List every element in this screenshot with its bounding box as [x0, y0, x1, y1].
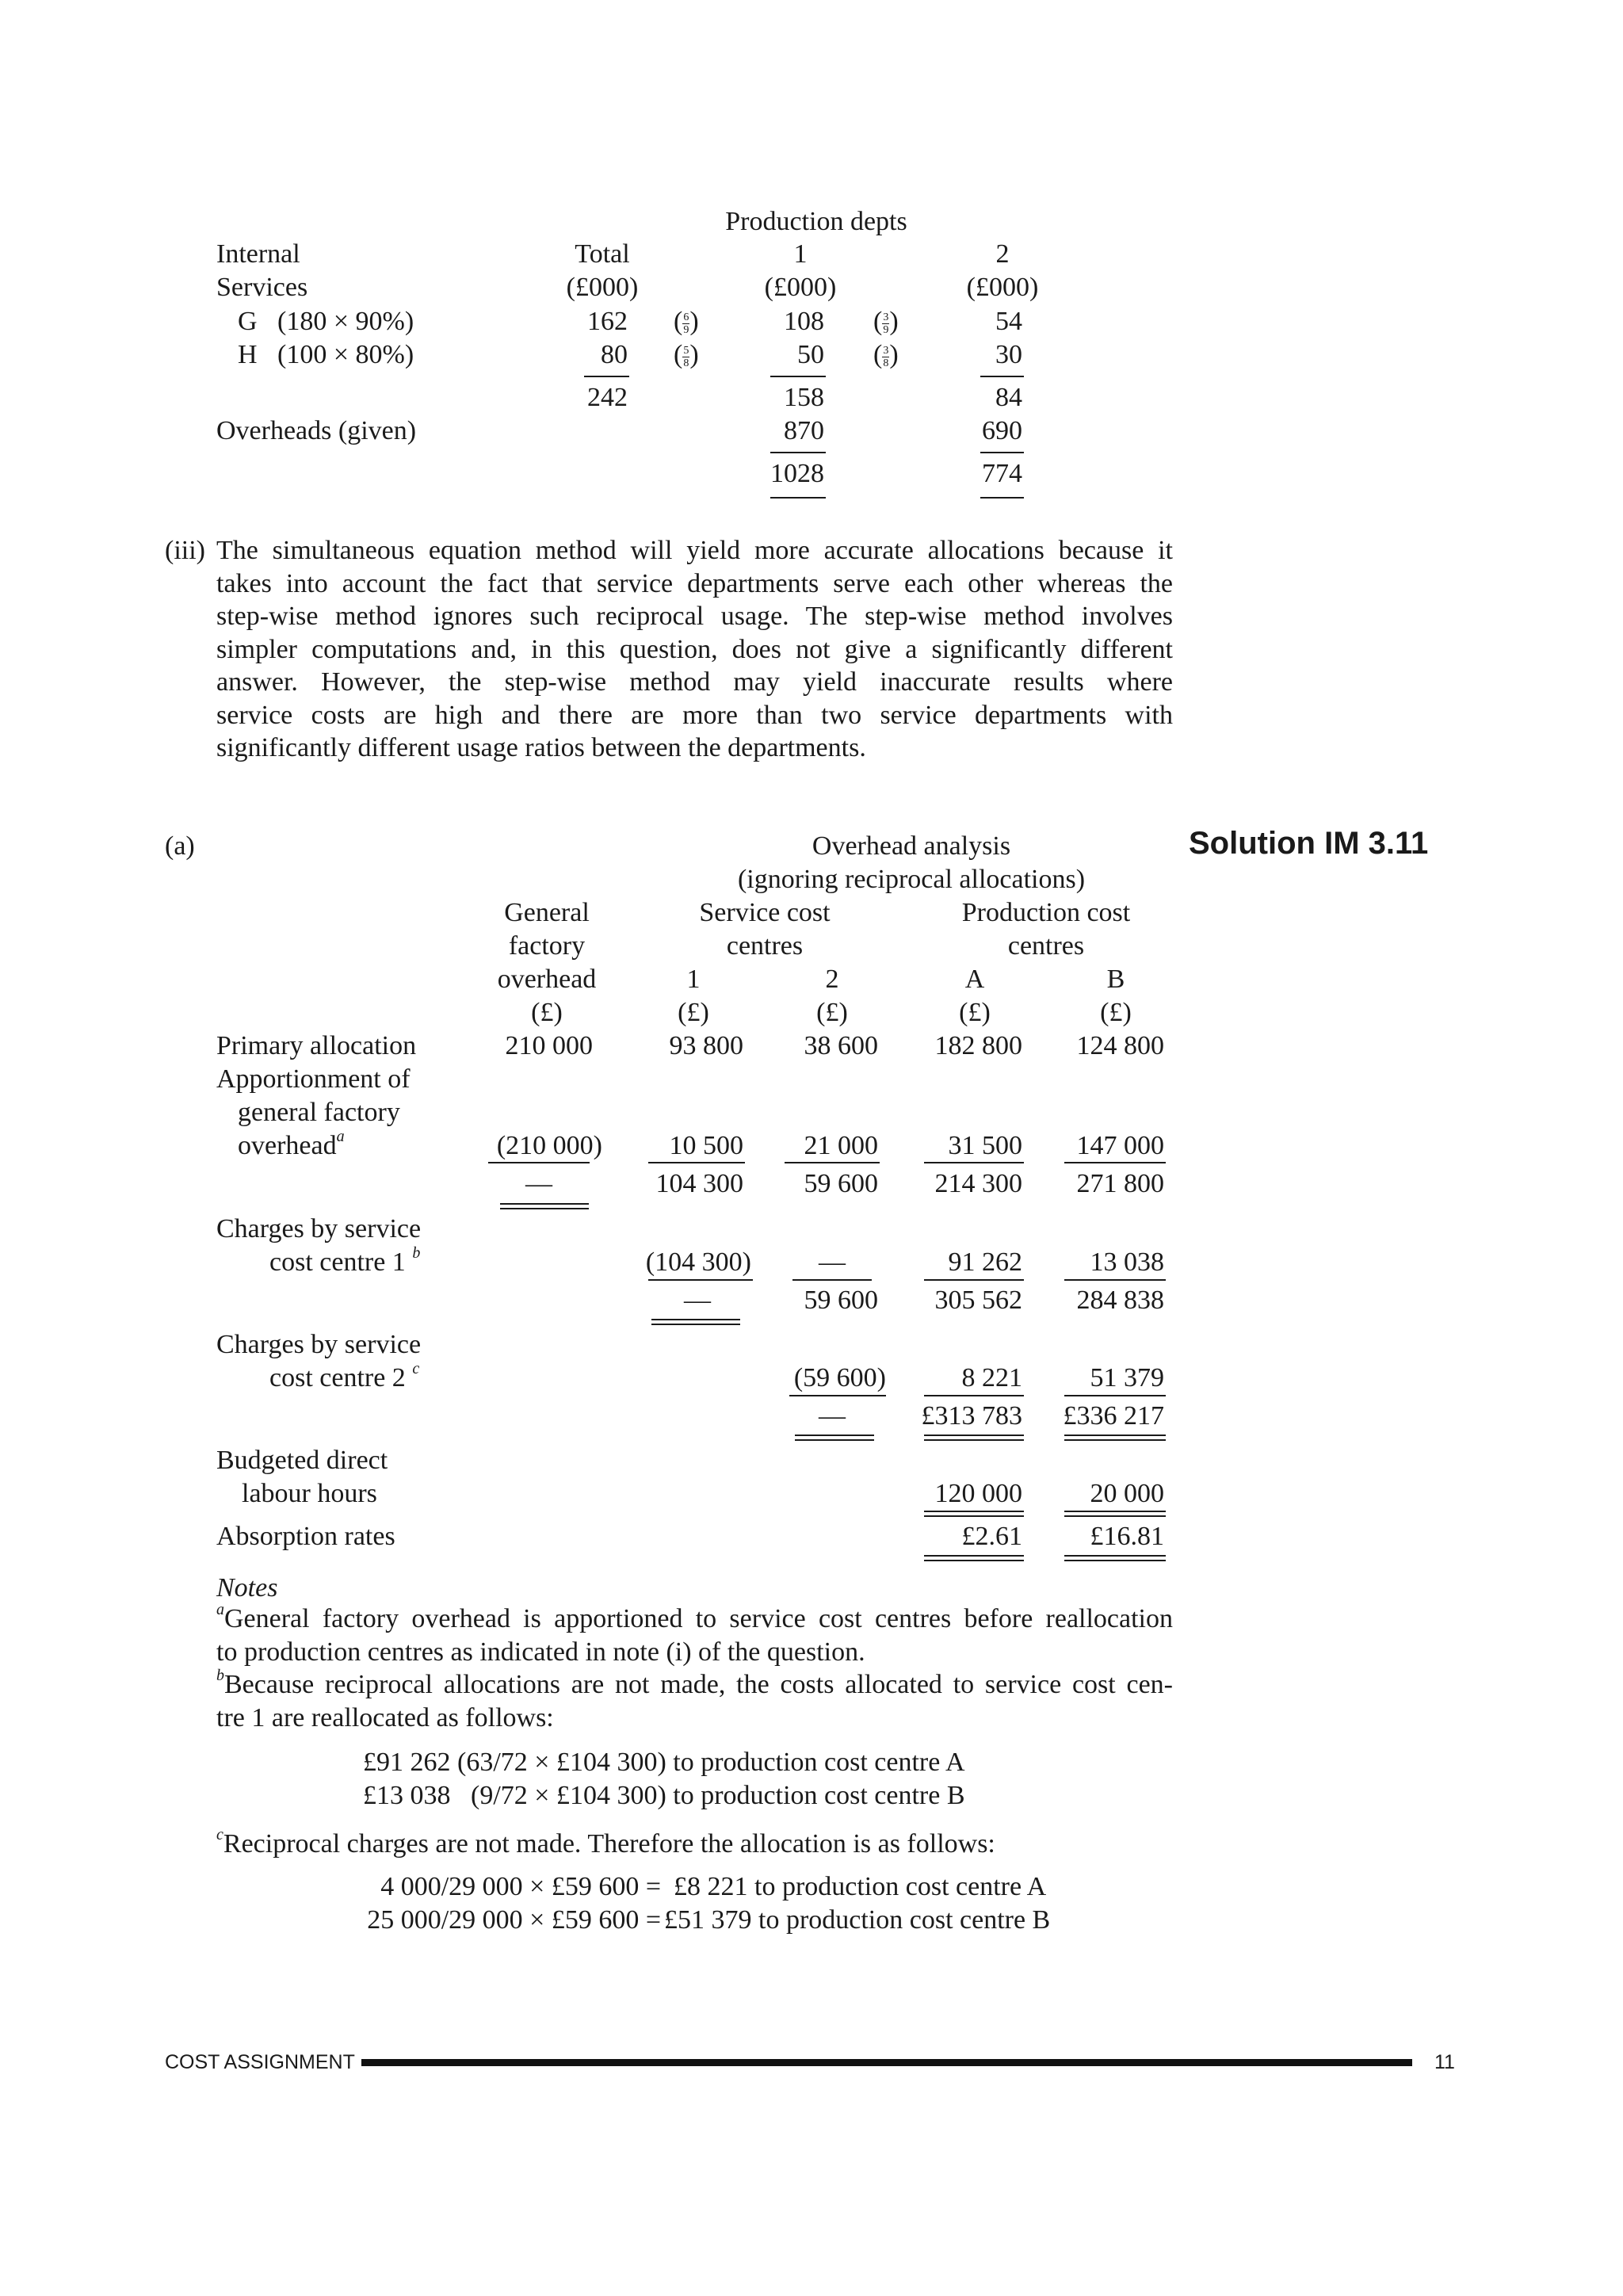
row-p2: 30 [995, 340, 1022, 369]
apportion-gen: (210 000) [496, 1131, 602, 1160]
note-line: to production centres as indicated in note (i) of the question. [216, 1637, 865, 1667]
page-number: 11 [1434, 2051, 1455, 2073]
double-underline [924, 1555, 1024, 1557]
note-marker: a [216, 1600, 224, 1618]
production-group-header: centres [1007, 931, 1085, 961]
note-marker: c [412, 1359, 420, 1377]
double-underline [1064, 1515, 1166, 1517]
paragraph-line: step-wise method ignores such reciprocal usage. The step-wise method involves [216, 602, 1173, 631]
col-general-header: overhead [497, 965, 597, 994]
paragraph-line: simpler computations and, in this question, does not give a significantly different [216, 634, 1173, 664]
underline [980, 452, 1024, 453]
header-label-internal: Internal [216, 239, 300, 269]
charges1-s2: — [819, 1247, 846, 1277]
double-underline [924, 1435, 1024, 1436]
paragraph-line: answer. However, the step-wise method may yield inaccurate results where [216, 667, 1173, 697]
primary-s2: 38 600 [804, 1031, 878, 1060]
hours-b: 20 000 [1090, 1479, 1164, 1508]
final-p2: 774 [982, 459, 1022, 488]
underline [584, 376, 629, 377]
group-header: Production depts [725, 207, 907, 236]
underline [770, 376, 826, 377]
apportion-b: 147 000 [1076, 1131, 1164, 1160]
apportion-s2: 21 000 [804, 1131, 878, 1160]
overheads-p2: 690 [982, 416, 1022, 445]
double-underline [500, 1203, 589, 1205]
row-p1: 50 [797, 340, 824, 369]
double-underline [924, 1515, 1024, 1517]
note-marker: b [216, 1666, 224, 1684]
double-underline [651, 1319, 740, 1320]
part-iii-marker: (iii) [165, 536, 205, 565]
note-a [216, 1600, 1173, 1668]
col-2-header: (£) [816, 998, 848, 1027]
double-underline [795, 1439, 874, 1441]
note-b-calc: £13 038 (9/72 × £104 300) to production cost centre B [363, 1781, 965, 1810]
apportion-label: Apportionment of [216, 1064, 411, 1094]
underline [924, 1279, 1024, 1281]
col-1-header: (£) [678, 998, 709, 1027]
double-underline [924, 1439, 1024, 1441]
primary-a: 182 800 [934, 1031, 1022, 1060]
footer-rule [361, 2059, 1412, 2066]
subtotal1-a: 214 300 [934, 1169, 1022, 1198]
double-underline [924, 1511, 1024, 1512]
header-p1: 1 [793, 239, 808, 269]
charges2-s2: (59 600) [793, 1363, 886, 1392]
footer-label: COST ASSIGNMENT [165, 2051, 355, 2073]
primary-label: Primary allocation [216, 1031, 417, 1060]
underline [924, 1395, 1024, 1396]
note-c-calc-left: 25 000/29 000 × £59 600 = [367, 1905, 661, 1935]
underline [488, 1162, 590, 1163]
note-c-calc-left: 4 000/29 000 × £59 600 = [380, 1872, 661, 1901]
subtotal1-s2: 59 600 [804, 1169, 878, 1198]
row-total: 162 [587, 307, 628, 336]
double-underline [1064, 1560, 1166, 1561]
solution-heading: Solution IM 3.11 [1189, 826, 1429, 861]
charges2-label: cost centre 2 $^c$ [269, 1359, 420, 1392]
col-a-header: A [964, 965, 985, 994]
col-b-header: B [1106, 965, 1125, 994]
apportion-label: overhead$^a$ [238, 1127, 345, 1160]
underline [1064, 1279, 1166, 1281]
col-b-header: (£) [1100, 998, 1132, 1027]
overheads-p1: 870 [784, 416, 824, 445]
col-general-header: factory [508, 931, 586, 961]
subtotal2-s2: 59 600 [804, 1286, 878, 1315]
header-p2-unit: (£000) [966, 273, 1039, 302]
double-underline [1064, 1439, 1166, 1441]
double-underline [924, 1560, 1024, 1561]
underline [785, 1162, 880, 1163]
note-b [216, 1668, 1173, 1734]
apportion-s1: 10 500 [669, 1131, 743, 1160]
note-c-calc-right: £51 379 to production cost centre B [664, 1905, 1051, 1935]
col-1-header: 1 [686, 965, 701, 994]
hours-label: labour hours [242, 1479, 377, 1508]
subtotal2-s1: — [684, 1286, 711, 1315]
note-marker: a [336, 1127, 345, 1145]
col-general-header: General [504, 898, 590, 927]
underline [770, 497, 826, 499]
subtotal1-gen: — [525, 1169, 552, 1198]
note-b-calc: £91 262 (63/72 × £104 300) to production cost centre A [363, 1748, 965, 1777]
header-label-services: Services [216, 273, 308, 302]
row-p1: 108 [784, 307, 824, 336]
charges2-a: 8 221 [961, 1363, 1022, 1392]
underline [792, 1279, 872, 1281]
fraction: ( $\frac{3}{9}$ ) [873, 307, 899, 336]
part-a-marker: (a) [165, 831, 195, 861]
paragraph-line: significantly different usage ratios between the departments. [216, 733, 866, 762]
subtotal3-b: £336 217 [1063, 1401, 1164, 1431]
hours-a: 120 000 [934, 1479, 1022, 1508]
row-p2: 54 [995, 307, 1022, 336]
part-iii-paragraph [216, 534, 1173, 765]
underline [648, 1162, 745, 1163]
subtotal-total: 242 [587, 383, 628, 412]
note-line: $^b$Because reciprocal allocations are not made, the costs allocated to service cost cen- [216, 1666, 1173, 1699]
apportion-a: 31 500 [948, 1131, 1022, 1160]
charges1-s1: (104 300) [645, 1247, 751, 1277]
row-label: G (180 × 90%) [238, 307, 414, 336]
paragraph-line: takes into account the fact that service departments serve each other whereas the [216, 568, 1173, 598]
header-p2: 2 [995, 239, 1010, 269]
subtotal1-s1: 104 300 [655, 1169, 743, 1198]
underline [789, 1395, 886, 1396]
row-label: H (100 × 80%) [238, 340, 414, 369]
col-a-header: (£) [959, 998, 991, 1027]
subtotal-p1: 158 [784, 383, 824, 412]
note-c: $^c$Reciprocal charges are not made. Therefore the allocation is as follows: [216, 1825, 995, 1859]
double-underline [1064, 1511, 1166, 1512]
header-p1-unit: (£000) [764, 273, 837, 302]
subtotal3-s2: — [819, 1401, 846, 1431]
notes-title: Notes [216, 1573, 278, 1603]
note-marker: c [216, 1825, 223, 1843]
analysis-title: Overhead analysis [812, 831, 1011, 861]
fraction: ( $\frac{5}{8}$ ) [674, 340, 699, 369]
subtotal1-b: 271 800 [1076, 1169, 1164, 1198]
service-group-header: centres [726, 931, 804, 961]
underline [980, 497, 1024, 499]
header-total: Total [575, 239, 630, 269]
charges1-a: 91 262 [948, 1247, 1022, 1277]
primary-b: 124 800 [1076, 1031, 1164, 1060]
charges1-label: cost centre 1 $^b$ [269, 1244, 421, 1277]
double-underline [651, 1324, 740, 1325]
rates-b: £16.81 [1090, 1522, 1164, 1551]
analysis-subtitle: (ignoring reciprocal allocations) [737, 865, 1086, 894]
note-line: $^a$General factory overhead is apportioned to service cost centres before reallocation [216, 1600, 1173, 1633]
primary-s1: 93 800 [669, 1031, 743, 1060]
service-group-header: Service cost [699, 898, 831, 927]
charges1-b: 13 038 [1090, 1247, 1164, 1277]
note-c-calc-right: £8 221 to production cost centre A [674, 1872, 1047, 1901]
underline [1064, 1395, 1166, 1396]
header-total-unit: (£000) [566, 273, 639, 302]
double-underline [1064, 1555, 1166, 1557]
apportion-label: general factory [238, 1098, 400, 1127]
primary-gen: 210 000 [505, 1031, 593, 1060]
paragraph-line: The simultaneous equation method will yield more accurate allocations because it [216, 536, 1173, 565]
row-total: 80 [601, 340, 628, 369]
double-underline [795, 1435, 874, 1436]
rates-label: Absorption rates [216, 1522, 395, 1551]
underline [1064, 1162, 1166, 1163]
underline [924, 1162, 1024, 1163]
double-underline [1064, 1435, 1166, 1436]
col-2-header: 2 [825, 965, 839, 994]
note-line: tre 1 are reallocated as follows: [216, 1702, 554, 1733]
charges2-label: Charges by service [216, 1330, 422, 1359]
subtotal-p2: 84 [995, 383, 1022, 412]
final-p1: 1028 [770, 459, 824, 488]
fraction: ( $\frac{3}{8}$ ) [873, 340, 899, 369]
col-general-header: (£) [531, 998, 563, 1027]
double-underline [500, 1208, 589, 1209]
underline [770, 452, 826, 453]
production-group-header: Production cost [961, 898, 1131, 927]
paragraph-line: service costs are high and there are more than two service departments with [216, 700, 1173, 730]
underline [980, 376, 1024, 377]
note-marker: b [412, 1244, 421, 1262]
hours-label: Budgeted direct [216, 1446, 388, 1475]
charges2-b: 51 379 [1090, 1363, 1164, 1392]
fraction: ( $\frac{6}{9}$ ) [674, 307, 699, 336]
rates-a: £2.61 [961, 1522, 1022, 1551]
overheads-label: Overheads (given) [216, 416, 417, 445]
subtotal2-b: 284 838 [1076, 1286, 1164, 1315]
underline [648, 1279, 753, 1281]
subtotal3-a: £313 783 [921, 1401, 1022, 1431]
subtotal2-a: 305 562 [934, 1286, 1022, 1315]
charges1-label: Charges by service [216, 1214, 422, 1244]
